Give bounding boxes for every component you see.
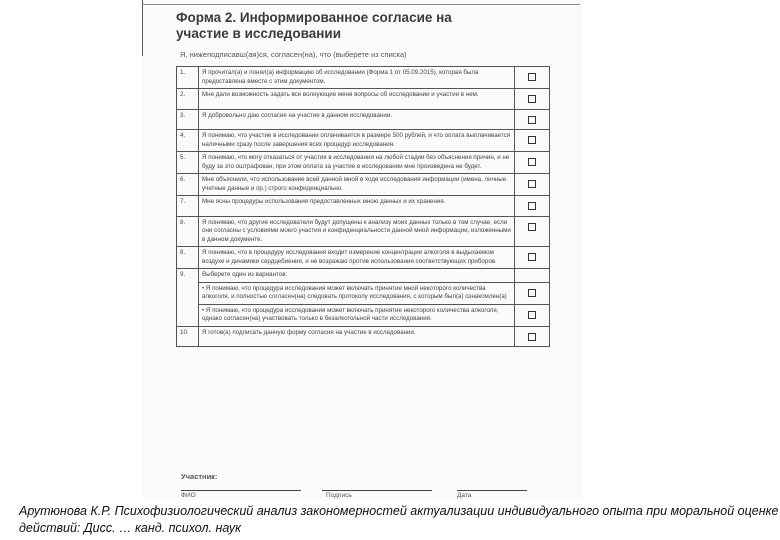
consent-checkbox[interactable] — [528, 202, 536, 210]
row-checkbox-cell — [515, 174, 550, 196]
row-checkbox-cell — [515, 282, 550, 304]
page-edge-line — [142, 0, 143, 56]
row-number: 6. — [177, 174, 199, 196]
row-number: 2. — [177, 89, 199, 110]
row-number: 7. — [177, 196, 199, 217]
consent-row — [177, 196, 550, 217]
signature-name-field — [181, 490, 301, 504]
consent-checkbox[interactable] — [528, 223, 536, 231]
signature-name-label: ФИО — [181, 492, 196, 499]
row-checkbox-cell — [515, 326, 550, 347]
row-text: Я понимаю, что другие исследователи будут допущены к анализу моих данных только в том случае, если они согласны с условиями моего участия и конфиденциальности данной мной информации, изложенными в данном документе. — [199, 216, 515, 247]
row-checkbox-cell — [515, 67, 550, 89]
choice-option-text: Я понимаю, что процедура исследования может включать принятие мной некоторого количества алкоголя, и полностью согласен(на) следовать протоколу исследования, с которым был(а) ознакомлен(а) — [202, 284, 507, 300]
row-number: 4. — [177, 130, 199, 152]
row-number: 1. — [177, 67, 199, 89]
choice-option-row — [177, 304, 550, 326]
bullet-icon: • — [202, 284, 206, 292]
signature-date-field — [457, 490, 527, 504]
signature-date-label: Дата — [457, 492, 472, 499]
consent-row — [177, 174, 550, 196]
consent-checkbox[interactable] — [528, 136, 536, 144]
row-text: Я готов(а) подписать данную форму согласия на участие в исследовании. — [199, 326, 515, 347]
bullet-icon: • — [202, 306, 206, 314]
form-title: Форма 2. Информированное согласие на участие в исследовании — [176, 10, 452, 41]
row-number: 5. — [177, 152, 199, 174]
consent-row-final — [177, 326, 550, 347]
choice-row — [177, 269, 550, 283]
row-text: Я понимаю, что участие в исследовании оплачивается в размере 500 рублей, и что оплата выплачивается наличными сразу после завершения всех процедур исследования. — [199, 130, 515, 152]
row-checkbox-cell — [515, 130, 550, 152]
choice-checkbox[interactable] — [528, 311, 536, 319]
consent-row — [177, 247, 550, 269]
choice-header: Выберете один из вариантов: — [199, 269, 515, 283]
consent-checkbox[interactable] — [528, 73, 536, 81]
consent-table — [176, 66, 550, 347]
consent-checkbox[interactable] — [528, 116, 536, 124]
page-top-line — [142, 4, 580, 5]
choice-option — [199, 304, 515, 326]
row-number: 8. — [177, 216, 199, 247]
row-checkbox-cell — [515, 304, 550, 326]
choice-option — [199, 282, 515, 304]
consent-row — [177, 89, 550, 110]
row-text: Мне ясны процедуры использования предоставленных мною данных и их хранения. — [199, 196, 515, 217]
consent-checkbox[interactable] — [528, 158, 536, 166]
row-text: Я понимаю, что в процедуру исследования входит измерение концентрации алкоголя в выдыхаемом воздухе и динамики сердцебиения, и не возражаю против использования соответствующих приборов. — [199, 247, 515, 269]
row-text: Мне дали возможность задать все волнующие меня вопросы об исследовании и участии в нем. — [199, 89, 515, 110]
consent-checkbox[interactable] — [528, 180, 536, 188]
consent-checkbox[interactable] — [528, 333, 536, 341]
form-intro: Я, нижеподписавш(ая)ся, согласен(на), что (выберете из списка) — [180, 50, 407, 59]
choice-checkbox[interactable] — [528, 289, 536, 297]
row-checkbox-cell — [515, 109, 550, 130]
consent-row — [177, 152, 550, 174]
participant-label: Участник: — [181, 472, 218, 481]
row-checkbox-cell — [515, 216, 550, 247]
signature-sign-field — [322, 490, 432, 504]
figure-caption: Арутюнова К.Р. Психофизиологический анализ закономерностей актуализации индивидуального опыта при моральной оценке действий: Дисс. … канд. психол. наук — [19, 504, 779, 535]
signature-sign-label: Подпись — [326, 492, 352, 499]
row-text: Мне объяснили, что использование всей данной мной в ходе исследования информации (имена, личные учетные данные и пр.) строго конфиденциально. — [199, 174, 515, 196]
consent-row — [177, 216, 550, 247]
consent-checkbox[interactable] — [528, 95, 536, 103]
consent-row — [177, 130, 550, 152]
consent-checkbox[interactable] — [528, 253, 536, 261]
choice-option-text: Я понимаю, что процедура исследования может включать принятие некоторого количества алкоголя, однако согласен(на) участвовать только в безалкогольной части исследования. — [202, 306, 499, 322]
row-checkbox-cell — [515, 196, 550, 217]
consent-row — [177, 109, 550, 130]
row-number: 9. — [177, 269, 199, 327]
row-checkbox-cell — [515, 247, 550, 269]
row-number: 10. — [177, 326, 199, 347]
row-number: 8. — [177, 247, 199, 269]
row-checkbox-cell — [515, 152, 550, 174]
choice-option-row — [177, 282, 550, 304]
row-text: Я добровольно даю согласие на участие в данном исследовании. — [199, 109, 515, 130]
row-number: 3. — [177, 109, 199, 130]
row-text: Я понимаю, что могу отказаться от участия в исследовании на любой стадии без объяснения причин, и не буду за это оштрафован, при этом оплата за участие в исследовании мне произведена не будет. — [199, 152, 515, 174]
row-checkbox-cell — [515, 269, 550, 283]
consent-row — [177, 67, 550, 89]
row-checkbox-cell — [515, 89, 550, 110]
row-text: Я прочитал(а) и понял(а) информацию об исследовании (Форма 1 от 05.09.2015), которая была предоставлена вместе с этим документом. — [199, 67, 515, 89]
